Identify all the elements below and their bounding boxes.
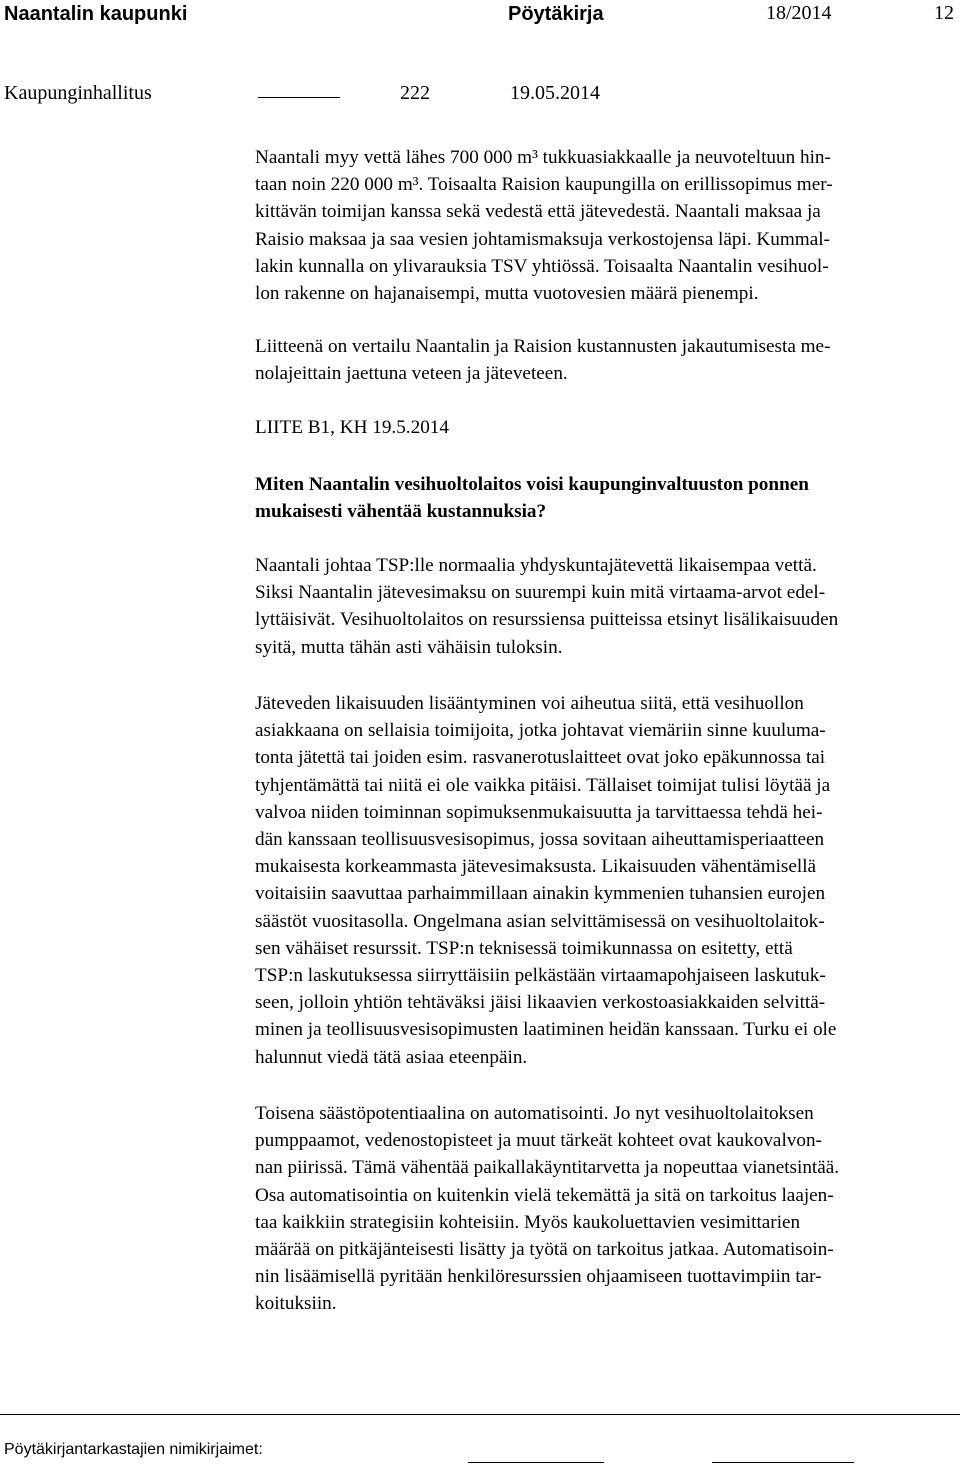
text-line: lon rakenne on hajanaisempi, mutta vuotovesien määrä pienempi. [255,283,759,305]
text-line: valvoa niiden toiminnan sopimuksenmukaisuutta ja tarvittaessa tehdä hei- [255,801,823,823]
text-line: taan noin 220 000 m³. Toisaalta Raision kaupungilla on erillissopimus mer- [255,174,833,196]
text-line: Toisena säästöpotentiaalina on automatisointi. Jo nyt vesihuoltolaitoksen [255,1103,814,1124]
body-name: Kaupunginhallitus [4,82,152,104]
text-line: säästöt vuositasolla. Ongelmana asian selvittämisessä on vesihuoltolaitok- [255,910,825,932]
text-line: sen vähäiset resurssit. TSP:n teknisessä toimikunnassa on esitetty, että [255,937,793,959]
text-line: Miten Naantalin vesihuoltolaitos voisi kaupunginvaltuuston ponnen [255,474,809,495]
text-line: taa kaikkiin strategisiin kohteisiin. Myös kaukoluettavien vesimittarien [255,1211,801,1233]
section-number: 222 [400,82,430,104]
footer-divider [0,1414,960,1415]
text-line: mukaisesta korkeammasta jätevesimaksusta. Likaisuuden vähentämisellä [255,856,817,878]
text-line: nolajeittain jaettuna veteen ja jäteveteen. [255,363,568,385]
text-line: määrää on pitkäjänteisesti lisätty ja työtä on tarkoitus jatkaa. Automatisoin- [255,1239,834,1261]
text-line: koituksiin. [255,1293,337,1315]
text-line: seen, jolloin yhtiön tehtäväksi jäisi likaavien verkostoasiakkaiden selvittä- [255,992,826,1014]
document-type: Pöytäkirja [508,3,604,25]
text-line: Jäteveden likaisuuden lisääntyminen voi aiheutua siitä, että vesihuollon [255,693,804,714]
text-line: Raisio maksaa ja saa vesien johtamismaksuja verkostojensa läpi. Kummal- [255,228,830,250]
text-line: nin lisäämisellä pyritään henkilöresurssien ohjaamiseen tuottavimpiin tar- [255,1266,822,1288]
text-line: kittävän toimijan kanssa sekä vedestä että jätevedestä. Naantali maksaa ja [255,201,821,223]
text-line: minen ja teollisuusvesisopimusten laatiminen heidän kanssaan. Turku ei ole [255,1019,837,1041]
text-line: lakin kunnalla on ylivarauksia TSV yhtiössä. Toisaalta Naantalin vesihuol- [255,255,829,277]
paragraph-water-sales [255,144,955,307]
page-number: 12 [934,2,954,24]
initials-signature-line-1 [468,1462,604,1463]
initials-signature-line-2 [712,1462,854,1463]
text-line: Osa automatisointia on kuitenkin vielä tekemättä ja sitä on tarkoitus laajen- [255,1184,834,1206]
paragraph-attachment-comparison [255,333,955,387]
text-line: nan piirissä. Tämä vähentää paikallakäyntitarvetta ja nopeuttaa vianetsintää. [255,1157,840,1179]
text-line: tonta jätettä tai joiden esim. rasvanerotuslaitteet ovat joko epäkunnossa tai [255,747,826,769]
paragraph-tsp-wastewater [255,552,955,661]
section-underline [258,97,340,98]
inspector-initials-label: Pöytäkirjantarkastajien nimikirjaimet: [4,1441,263,1458]
text-line: syitä, mutta tähän asti vähäisin tuloksin. [255,636,563,658]
text-line: asiakkaana on sellaisia toimijoita, jotka johtavat viemäriin sinne kuuluma- [255,720,826,742]
text-line: Naantali myy vettä lähes 700 000 m³ tukkuasiakkaalle ja neuvoteltuun hin- [255,147,831,168]
text-line: Siksi Naantalin jätevesimaksu on suurempi kuin mitä virtaama-arvot edel- [255,582,826,604]
text-line: pumppaamot, vedenostopisteet ja muut tärkeät kohteet ovat kaukovalvon- [255,1130,822,1152]
text-line: tyhjentämättä tai niitä ei ole vaikka pitäisi. Tällaiset toimijat tulisi löytää ja [255,774,831,796]
text-line: Liitteenä on vertailu Naantalin ja Raision kustannusten jakautumisesta me- [255,336,831,357]
text-line: dän kanssaan teollisuusvesisopimus, jossa sovitaan aiheuttamisperiaatteen [255,829,825,851]
meeting-date: 19.05.2014 [510,82,600,104]
document-number: 18/2014 [766,2,832,24]
text-line: halunnut viedä tätä asiaa eteenpäin. [255,1046,528,1068]
text-line: mukaisesti vähentää kustannuksia? [255,501,547,523]
text-line: lyttäisivät. Vesihuoltolaitos on resurssiensa puitteissa etsinyt lisälikaisuuden [255,609,839,631]
question-heading [255,471,955,525]
attachment-reference [255,414,955,441]
municipality-name: Naantalin kaupunki [4,3,188,25]
text-line: LIITE B1, KH 19.5.2014 [255,417,449,438]
text-line: TSP:n laskutuksessa siirryttäisiin pelkästään virtaamapohjaiseen laskutuk- [255,965,826,987]
text-line: Naantali johtaa TSP:lle normaalia yhdyskuntajätevettä likaisempaa vettä. [255,555,817,576]
text-line: voitaisiin saavuttaa parhaimmillaan ainakin kymmenien tuhansien eurojen [255,883,826,905]
paragraph-pollution-sources [255,690,955,1071]
paragraph-automation [255,1100,955,1318]
